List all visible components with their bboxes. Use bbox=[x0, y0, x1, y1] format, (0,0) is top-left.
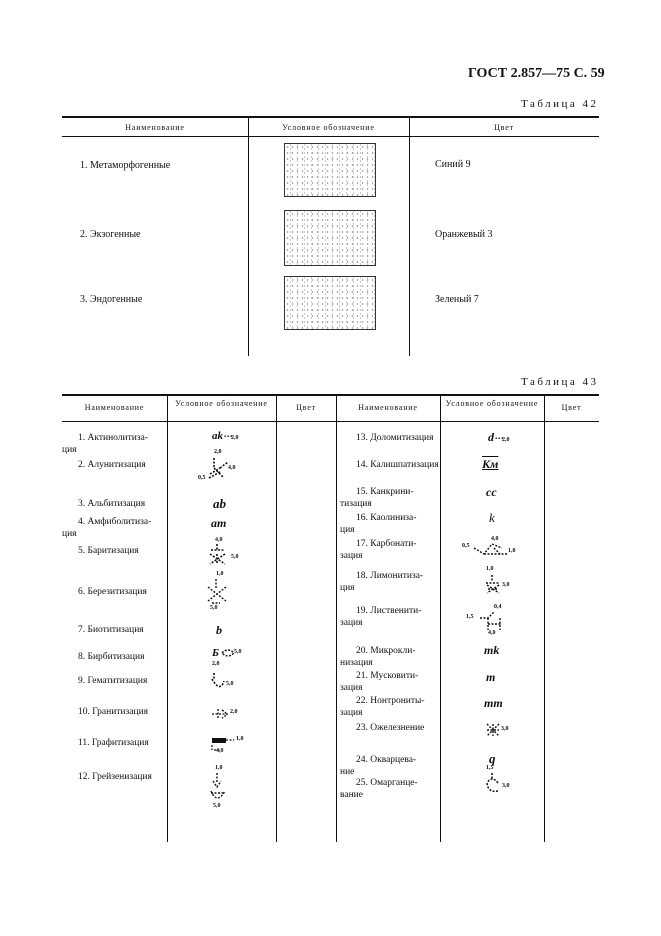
table42-col-symbol: Условное обозначение bbox=[282, 123, 375, 132]
table43-row-name: 1. Актинолитиза- ция bbox=[62, 433, 148, 455]
table43-row-name: 23. Ожелезнение bbox=[356, 723, 425, 733]
cancrinitization-symbol: cc bbox=[486, 485, 497, 499]
alunitization-mark-icon bbox=[206, 456, 236, 482]
listvenitization-mark-icon bbox=[478, 610, 508, 632]
table43-row-name: 10. Гранитизация bbox=[78, 707, 149, 717]
table42-row-color: Оранжевый 3 bbox=[435, 229, 493, 240]
table43-row-name: 17. Карбонати- зация bbox=[340, 539, 417, 561]
metamorphogenic-pattern bbox=[284, 143, 376, 197]
table43-row-name: 6. Березитизация bbox=[78, 587, 147, 597]
ferruginization-symbol: 3,0 bbox=[485, 722, 521, 740]
berezitization-symbol: 1,0 5,0 bbox=[206, 571, 242, 613]
table43-col-divider bbox=[544, 394, 545, 842]
limonitization-mark-icon bbox=[484, 573, 506, 595]
amphibolitization-symbol: am bbox=[211, 516, 227, 530]
table43-col-divider bbox=[167, 394, 168, 842]
table43-row-name: 13. Доломитизация bbox=[356, 433, 434, 443]
endogenic-pattern bbox=[284, 276, 376, 330]
hematitization-mark-icon bbox=[210, 671, 228, 693]
table42-col-color: Цвет bbox=[494, 123, 514, 132]
table43-row-name: 24. Окварцева- ние bbox=[340, 755, 417, 777]
table42-caption: Таблица 42 bbox=[521, 98, 599, 110]
table42-row-name: 2. Экзогенные bbox=[80, 229, 141, 240]
table43-col-color: Цвет bbox=[296, 403, 316, 412]
exogenic-pattern bbox=[284, 210, 376, 266]
table42-row-color: Синий 9 bbox=[435, 159, 471, 170]
kalispatization-symbol: Км bbox=[482, 457, 499, 471]
table43-col-name: Наименование bbox=[84, 403, 145, 412]
table43-top-rule bbox=[62, 394, 599, 396]
table43-col-symbol: Условное обозначение bbox=[445, 399, 539, 408]
table43-header-rule bbox=[62, 421, 599, 422]
table42-header-rule bbox=[62, 136, 599, 137]
silicification-symbol: q bbox=[489, 751, 496, 766]
albitization-symbol: ab bbox=[213, 496, 226, 511]
granitization-symbol: 2,0 bbox=[212, 707, 248, 721]
table42-row-name: 1. Метаморфогенные bbox=[80, 160, 171, 171]
table42-top-rule bbox=[62, 116, 599, 118]
table43-row-name: 18. Лимонитиза- ция bbox=[340, 571, 424, 593]
table43-row-name: 12. Грейзенизация bbox=[78, 772, 152, 782]
table43-row-name: 16. Каолиниза- ция bbox=[340, 513, 417, 535]
manganization-mark-icon bbox=[484, 771, 504, 795]
table42-row-color: Зеленый 7 bbox=[435, 294, 479, 305]
microclinization-symbol: mk bbox=[484, 643, 500, 657]
table43-row-name: 11. Графитизация bbox=[78, 738, 149, 748]
greisenization-mark-icon bbox=[207, 771, 237, 803]
table43-col-divider bbox=[440, 394, 441, 842]
baritization-symbol: 4,0 5,0 bbox=[205, 537, 245, 567]
table43-caption: Таблица 43 bbox=[521, 376, 599, 388]
table43-row-name: 4. Амфиболитиза- ция bbox=[62, 517, 152, 539]
table43-row-name: 21. Мусковити- зация bbox=[340, 671, 419, 693]
table43-row-name: 8. Бирбитизация bbox=[78, 652, 145, 662]
kaolinization-symbol: k bbox=[489, 510, 495, 525]
table43-row-name: 25. Омарганце- вание bbox=[340, 778, 418, 800]
table43-row-name: 9. Гематитизация bbox=[78, 676, 148, 686]
hematitization-symbol: 5,0 bbox=[210, 671, 246, 693]
muscovitization-symbol: m bbox=[486, 670, 496, 684]
alunitization-symbol: 2,0 4,0 0,5 bbox=[198, 449, 236, 481]
granitization-mark-icon bbox=[212, 707, 232, 721]
listvenitization-symbol: 1,5 0,4 4,0 bbox=[466, 604, 506, 638]
table43-col-name: Наименование bbox=[358, 403, 418, 412]
table43-row-name: 15. Канкрини- тизация bbox=[340, 487, 414, 509]
table42-col-divider bbox=[409, 116, 410, 356]
greisenization-symbol: 1,0 5,0 bbox=[207, 765, 243, 811]
table43-row-name: 3. Альбитизация bbox=[78, 499, 146, 509]
manganization-symbol: 1,5 3,0 bbox=[484, 765, 520, 795]
baritization-mark-icon bbox=[207, 542, 233, 566]
berezitization-mark-icon bbox=[206, 577, 236, 607]
graphitization-symbol: 1,0 4,0 bbox=[210, 734, 250, 758]
table43-col-color: Цвет bbox=[561, 403, 582, 412]
table43-row-name: 20. Микрокли- низация bbox=[340, 646, 416, 668]
table43-row-name: 14. Калишпатизация bbox=[356, 460, 439, 470]
table43-row-name: 19. Лиственити- зация bbox=[340, 606, 422, 628]
table43-col-symbol: Условное обозначение bbox=[175, 399, 268, 408]
limonitization-symbol: 1,0 3,0 bbox=[484, 566, 520, 596]
actinolitization-symbol: ak⋯2,0 bbox=[212, 430, 239, 442]
birbitization-symbol: Б 5,0 2,0 bbox=[212, 647, 242, 667]
birbitization-mark-icon bbox=[220, 647, 238, 661]
graphitization-mark-icon bbox=[210, 736, 236, 752]
dolomitization-symbol: d⋯2,0 bbox=[488, 430, 510, 444]
ferruginization-mark-icon bbox=[485, 722, 503, 738]
carbonatization-mark-icon bbox=[472, 540, 510, 558]
table43-row-name: 22. Нонтрониты- зация bbox=[340, 696, 425, 718]
table43-row-name: 2. Алунитизация bbox=[78, 460, 146, 470]
table42-col-divider bbox=[248, 116, 249, 356]
biotitization-symbol: b bbox=[216, 623, 222, 637]
table43-col-divider bbox=[336, 394, 337, 842]
table43-col-divider bbox=[276, 394, 277, 842]
table43-row-name: 5. Баритизация bbox=[78, 546, 139, 556]
page-header: ГОСТ 2.857—75 С. 59 bbox=[468, 66, 605, 81]
table42-row-name: 3. Эндогенные bbox=[80, 294, 143, 305]
table43-row-name: 7. Биотитизация bbox=[78, 625, 144, 635]
table42-col-name: Наименование bbox=[125, 123, 185, 132]
nontronitization-symbol: mm bbox=[484, 696, 503, 710]
carbonatization-symbol: 0,5 4,0 1,0 bbox=[462, 536, 522, 558]
